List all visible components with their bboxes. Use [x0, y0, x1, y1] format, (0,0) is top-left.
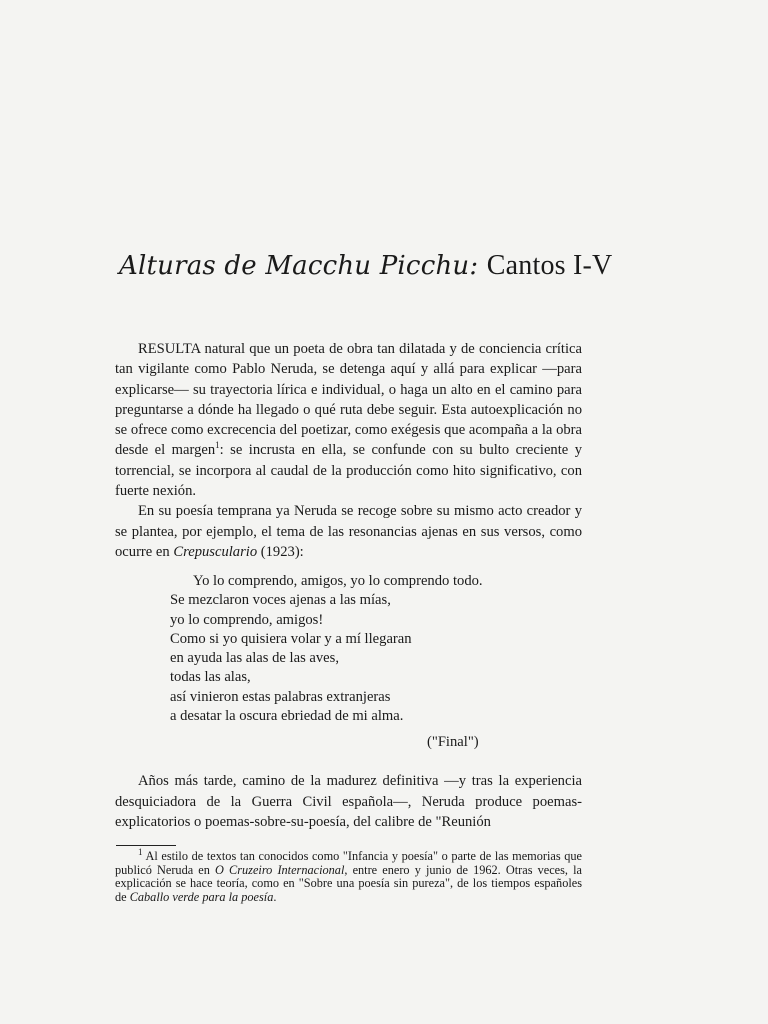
- poem-line: Yo lo comprendo, amigos, yo lo comprendo todo.: [193, 573, 483, 589]
- paragraph-1-text-a: RESULTA natural que un poeta de obra tan dilatada y de conciencia crítica tan vigilante como Pablo Neruda, se detenga aquí y allá para explicar —para explicarse— su trayectoria lírica e individual, o haga un alto en el camino para preguntarse a dónde ha llegado o qué ruta debe seguir. Esta autoexplicación no se ofrece como excrecencia del poetizar, como exégesis que acompaña a la obra desde el margen: [115, 341, 582, 459]
- paragraph-2-text-b: (1923):: [257, 543, 304, 560]
- poem-line: en ayuda las alas de las aves,: [170, 650, 339, 667]
- footnote-text-a: Al estilo de textos tan conocidos como "Infancia y poesía" o parte de las memorias que publicó Neruda en: [115, 849, 582, 877]
- paragraph-2: [115, 501, 582, 562]
- title-italic: Alturas de Macchu Picchu:: [119, 251, 479, 281]
- paragraph-1-text-b: : se incrusta en ella, se confunde con su bulto creciente y torrencial, se incorpora al caudal de la producción como hito significativo, con fuerte nexión.: [115, 442, 582, 500]
- poem-line: Se mezclaron voces ajenas a las mías,: [170, 592, 391, 609]
- poem-line: así vinieron estas palabras extranjeras: [170, 688, 391, 705]
- page-title: [119, 250, 739, 282]
- journal-title: Caballo verde para la poesía: [129, 889, 274, 904]
- paragraph-3-block: [115, 771, 582, 833]
- paragraph-2-text-a: En su poesía temprana ya Neruda se recoge sobre su mismo acto creador y se plantea, por ejemplo, el tema de las resonancias ajenas en sus versos, como ocurre en: [115, 503, 582, 560]
- poem-quote: [170, 572, 550, 726]
- poem-line: yo lo comprendo, amigos!: [170, 611, 324, 628]
- magazine-title: O Cruzeiro Internacional: [215, 862, 345, 877]
- paragraph-1: [115, 339, 582, 501]
- footnote-text-c: .: [273, 889, 277, 904]
- paragraph-3: Años más tarde, camino de la madurez definitiva —y tras la experiencia desquiciadora de la Guerra Civil española—, Neruda produce poemas-explicatorios o poemas-sobre-su-poesía, del calibre de "Reunión: [115, 773, 582, 830]
- book-title: Crepusculario: [173, 543, 258, 560]
- footnote-divider: [116, 845, 176, 846]
- poem-line: todas las alas,: [170, 669, 251, 686]
- footnote-number: 1: [138, 846, 143, 857]
- intro-paragraphs: [115, 339, 582, 562]
- footnote-ref: 1: [215, 440, 220, 451]
- footnote-text-b: , entre enero y junio de 1962. Otras veces, la explicación se hace teoría, como en "Sobre una poesía sin pureza", de los tiempos españoles de: [115, 862, 582, 904]
- title-plain: Cantos I-V: [486, 250, 613, 281]
- footnote: [115, 846, 582, 904]
- poem-source: ("Final"): [427, 734, 479, 750]
- poem-line: Como si yo quisiera volar y a mí llegaran: [170, 630, 412, 647]
- poem-line: a desatar la oscura ebriedad de mi alma.: [170, 708, 404, 725]
- footnote-text: [115, 846, 582, 904]
